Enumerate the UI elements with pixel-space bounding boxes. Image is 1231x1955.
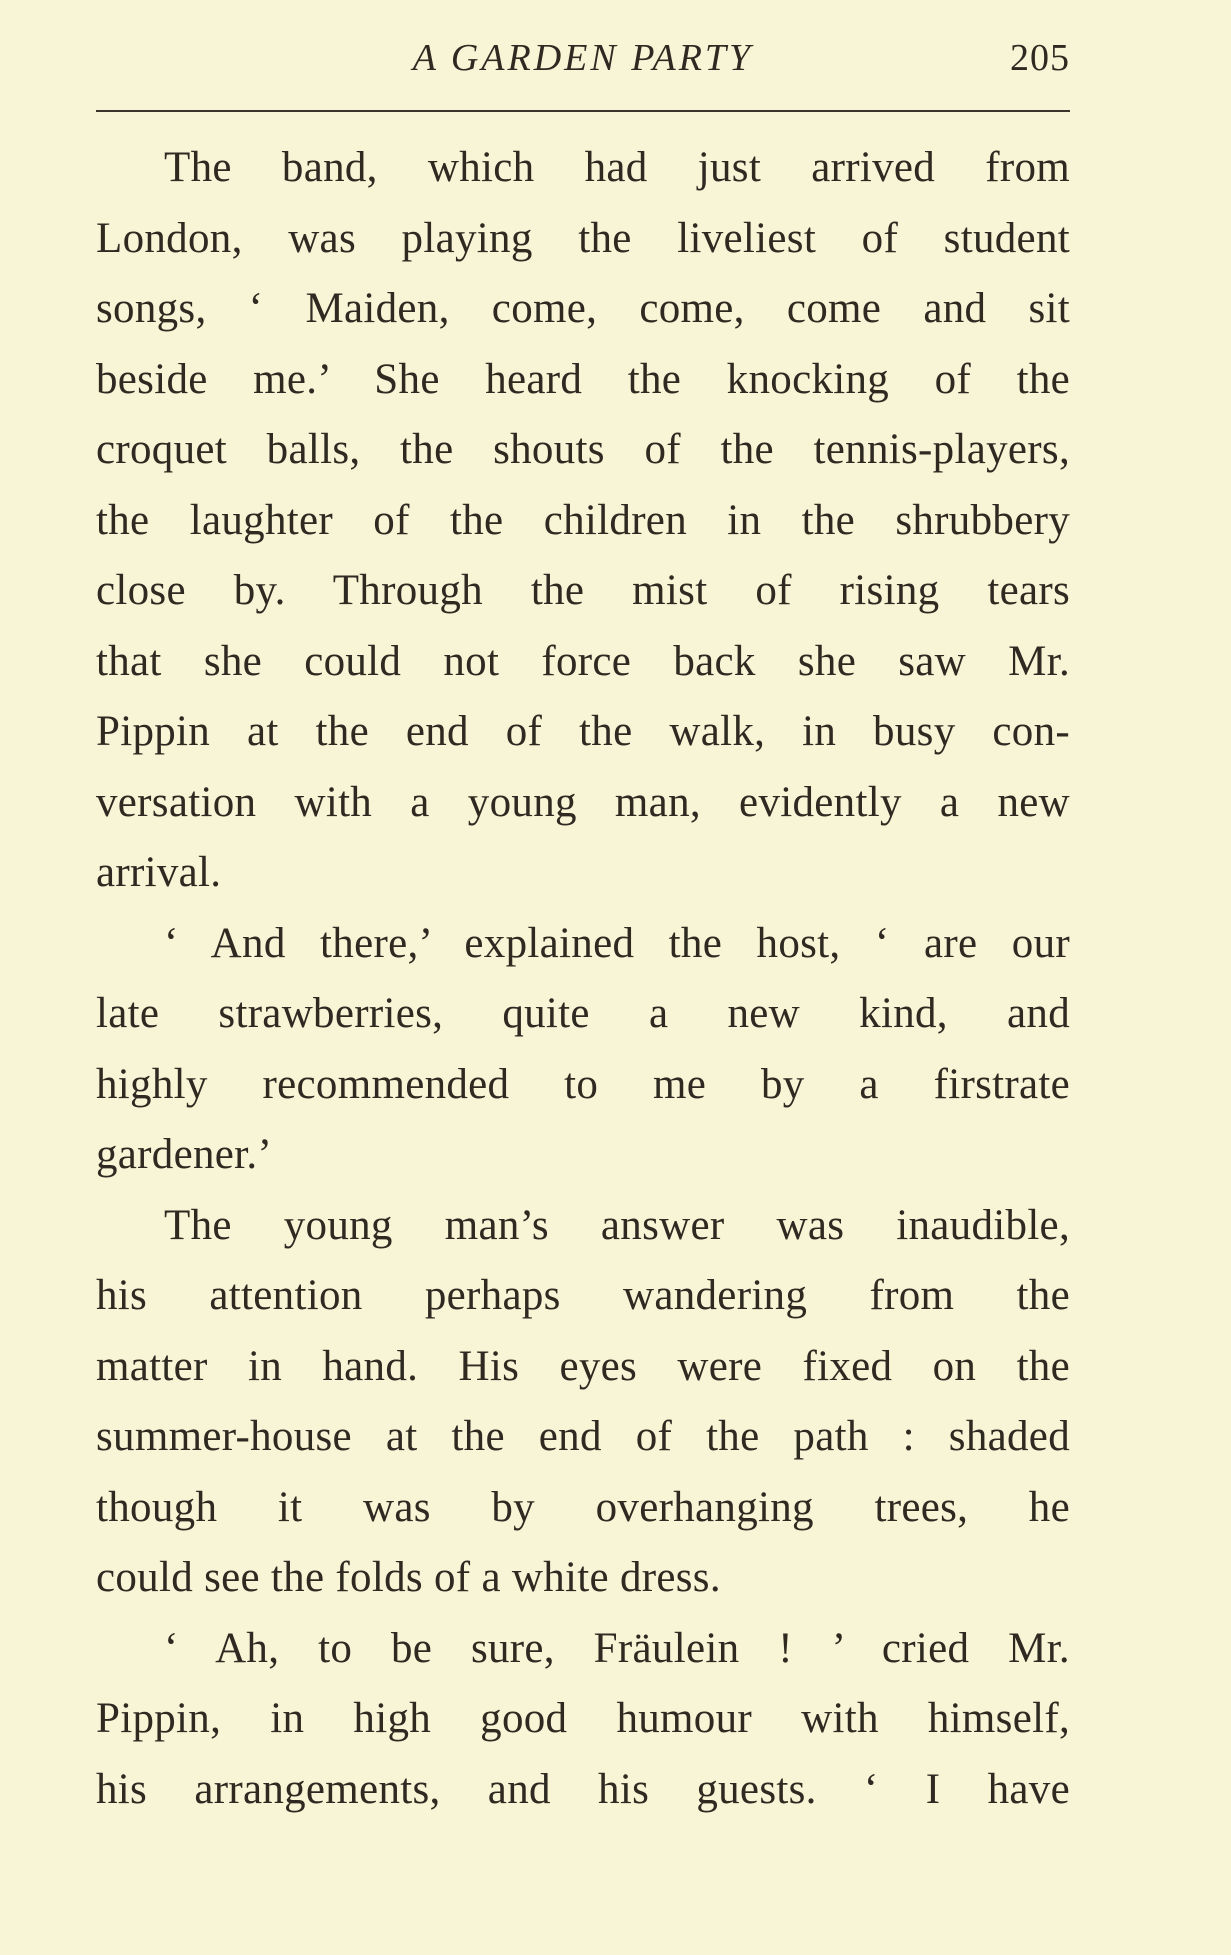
text-line: Pippin at the end of the walk, in busy con-	[96, 708, 1070, 755]
running-head	[96, 36, 1070, 96]
text-line: croquet balls, the shouts of the tennis-players,	[96, 426, 1070, 473]
text-line: close by. Through the mist of rising tears	[96, 567, 1070, 614]
text-line: arrival.	[96, 849, 222, 896]
page-number: 205	[1010, 37, 1070, 79]
text-line: Pippin, in high good humour with himself,	[96, 1695, 1070, 1742]
running-title: A GARDEN PARTY	[412, 37, 754, 79]
text-line: could see the folds of a white dress.	[96, 1554, 721, 1601]
text-line: late strawberries, quite a new kind, and	[96, 990, 1070, 1037]
text-line: the laughter of the children in the shrubbery	[96, 496, 1070, 544]
text-line: beside me.’ She heard the knocking of the	[96, 355, 1070, 403]
text-line: The young man’s answer was inaudible,	[164, 1201, 1070, 1249]
text-line: highly recommended to me by a firstrate	[96, 1060, 1070, 1108]
text-line: songs, ‘ Maiden, come, come, come and sit	[96, 285, 1070, 332]
text-line: ‘ Ah, to be sure, Fräulein ! ’ cried Mr.	[164, 1624, 1070, 1672]
text-line: versation with a young man, evidently a new	[96, 778, 1070, 826]
text-line: gardener.’	[96, 1131, 273, 1178]
text-line: matter in hand. His eyes were fixed on the	[96, 1342, 1070, 1390]
header-rule	[96, 110, 1070, 112]
text-line: though it was by overhanging trees, he	[96, 1483, 1070, 1531]
text-line: his arrangements, and his guests. ‘ I have	[96, 1765, 1070, 1813]
text-line: London, was playing the liveliest of student	[96, 214, 1070, 262]
body-text	[96, 133, 1070, 1825]
text-line: The band, which had just arrived from	[164, 144, 1070, 191]
text-line: that she could not force back she saw Mr.	[96, 637, 1070, 685]
text-line: his attention perhaps wandering from the	[96, 1272, 1070, 1319]
text-line: ‘ And there,’ explained the host, ‘ are our	[164, 919, 1070, 967]
text-line: summer-house at the end of the path : shaded	[96, 1413, 1070, 1460]
